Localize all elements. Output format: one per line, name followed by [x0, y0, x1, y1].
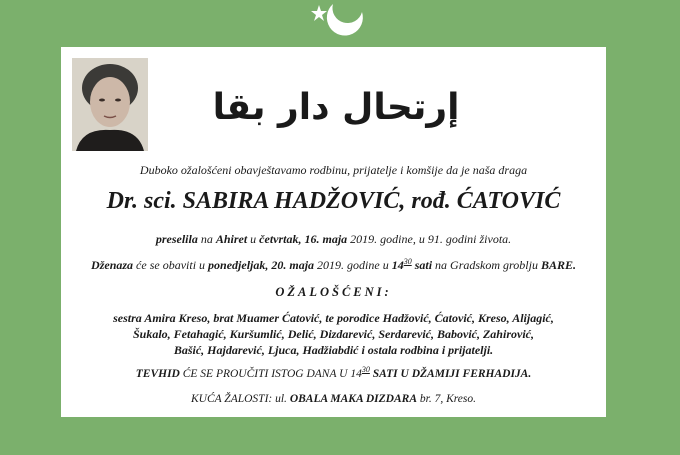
home-w2: br.	[419, 393, 432, 405]
death-announcement	[61, 232, 606, 247]
portrait-photo	[72, 58, 148, 151]
funeral-w1: Dženaza	[91, 258, 134, 272]
crescent-star-icon	[306, 2, 364, 42]
calligraphy-text: إرتحال دار بقا	[212, 87, 460, 128]
funeral-hour: 14	[391, 258, 404, 272]
death-w3: Ahiret	[215, 232, 248, 246]
death-w2: na	[200, 232, 213, 246]
mourners-heading: OŽALOŠĆENI:	[275, 285, 392, 299]
intro-text: Duboko ožalošćeni obavještavamo rodbinu, prijatelje i komšije da je naša draga	[139, 163, 528, 177]
tevhid-w1: TEVHID	[135, 368, 180, 380]
home-number: 7	[434, 393, 441, 405]
funeral-announcement	[61, 258, 606, 273]
funeral-w4: sati	[414, 258, 433, 272]
home-w3: , Kreso.	[440, 393, 477, 405]
funeral-minute: 30	[403, 257, 412, 266]
mourners-line: Bašić, Hajdarević, Ljuca, Hadžiabdić i ostala rodbina i prijatelji.	[173, 343, 494, 357]
mourners-line: sestra Amira Kreso, brat Muamer Ćatović, te porodice Hadžović, Ćatović, Kreso, Alijagić,	[113, 311, 554, 325]
tevhid-announcement	[61, 365, 606, 380]
arabic-calligraphy	[212, 69, 460, 141]
home-street: OBALA MAKA DIZDARA	[289, 393, 417, 405]
funeral-w5: na Gradskom groblju	[435, 258, 538, 272]
death-rest: 2019. godine, u 91. godini života.	[350, 232, 512, 246]
home-w1: KUĆA ŽALOSTI: ul.	[190, 393, 287, 405]
tevhid-place: DŽAMIJI FERHADIJA.	[411, 368, 532, 380]
mourners-line: Šukalo, Fetahagić, Kuršumlić, Delić, Dizdarević, Serdarević, Babović, Zahirović,	[133, 327, 534, 341]
funeral-place: BARE.	[540, 258, 576, 272]
tevhid-minute: 30	[361, 365, 370, 375]
funeral-w3: 2019. godine u	[317, 258, 389, 272]
death-w4: u	[250, 232, 257, 246]
funeral-w2: će se obaviti u	[136, 258, 206, 272]
death-w1: preselila	[155, 232, 198, 246]
house-of-mourning	[61, 393, 606, 405]
obituary-notice	[61, 47, 606, 417]
deceased-name: Dr. sci. SABIRA HADŽOVIĆ, rođ. ĆATOVIĆ	[106, 188, 561, 214]
funeral-day: ponedjeljak, 20. maja	[208, 258, 315, 272]
tevhid-w3: SATI U	[372, 368, 409, 380]
death-day: četvrtak, 16. maja	[259, 232, 348, 246]
tevhid-w2: ĆE SE PROUČITI ISTOG DANA U 14	[182, 368, 362, 380]
